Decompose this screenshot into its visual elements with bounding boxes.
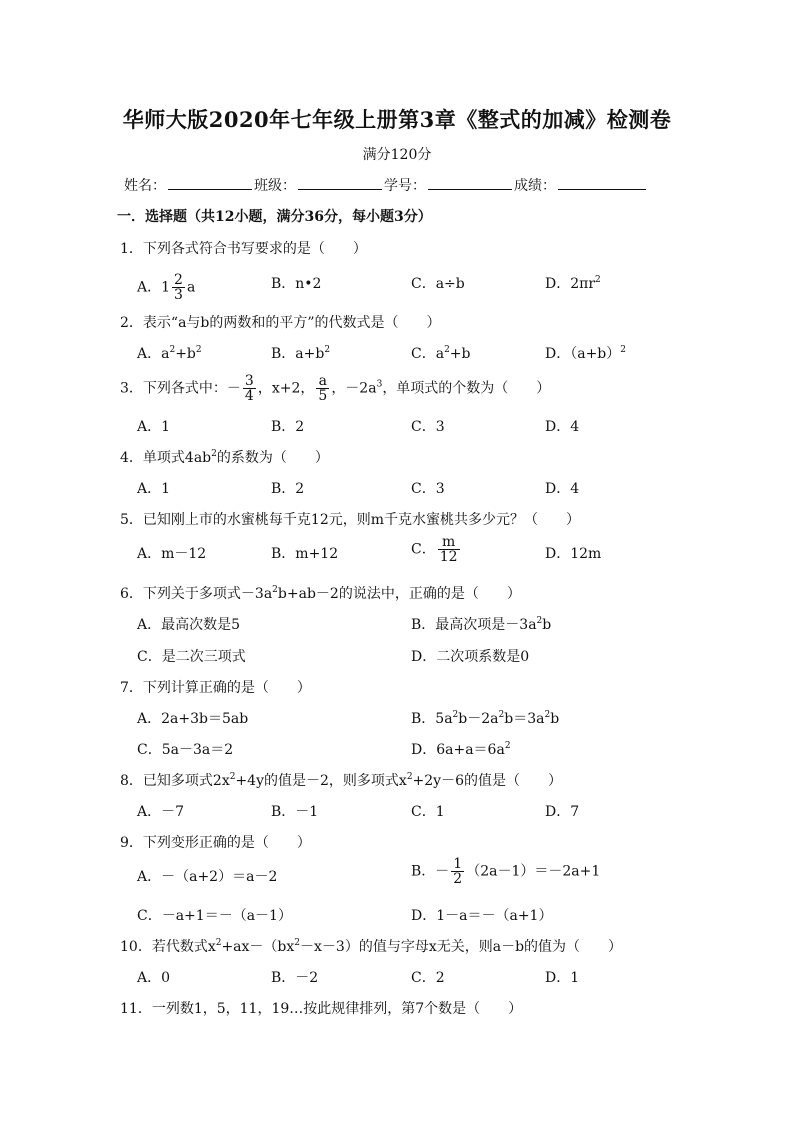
- student-info-row: [124, 175, 648, 195]
- q10-option-b: B．－2: [271, 970, 319, 986]
- number-label: 学号：: [384, 178, 426, 194]
- q10-option-d: D．1: [545, 970, 580, 986]
- q10-option-a: A．0: [137, 970, 171, 986]
- q2-option-b: B．$a+b^2$: [271, 345, 331, 362]
- q5-option-a: A．m－12: [137, 546, 207, 562]
- q7-option-d: D．$6a+a=6a^2$: [411, 741, 511, 758]
- q2-option-d: D．$(a+b)^2$: [545, 345, 626, 362]
- q6-option-c: C．是二次三项式: [137, 649, 246, 665]
- q5-option-b: B．m+12: [271, 546, 339, 562]
- q1-a-fraction: $\frac{2}{3}$: [174, 272, 183, 303]
- q7-option-a: A．2a+3b＝5ab: [137, 711, 249, 727]
- question-7: 7．下列计算正确的是（ ）: [120, 680, 311, 696]
- q5-c-fraction: $\frac{m}{12}$: [439, 534, 458, 565]
- q10-option-c: C．2: [411, 970, 445, 986]
- q6-option-d: D．二次项系数是0: [411, 649, 530, 665]
- q4-option-d: D．4: [545, 481, 580, 497]
- q3-fraction-2: $\frac{a}{5}$: [318, 373, 328, 404]
- class-label: 班级：: [254, 178, 296, 194]
- q3-option-c: C．3: [411, 419, 445, 435]
- q8-option-b: B．－1: [271, 804, 319, 820]
- question-9: 9．下列变形正确的是（ ）: [120, 835, 311, 851]
- q5-option-c: C． $\frac{m}{12}$: [411, 534, 458, 565]
- question-3: 3．下列各式中：－ $\frac{3}{4}$ ，x+2， $\frac{a}{5}$ ，$-2a^3$，单项式的个数为（ ）: [120, 373, 551, 404]
- q7-option-b: B．$5a^2b-2a^2b=3a^2b$: [411, 710, 560, 727]
- q1-option-c: C．a÷b: [411, 276, 465, 292]
- q9-option-b: B．－ $\frac{1}{2}$ （2a－1）＝－2a+1: [411, 856, 601, 887]
- page-title: 华师大版2020年七年级上册第3章《整式的加减》检测卷: [122, 107, 672, 132]
- q7-option-c: C．5a－3a＝2: [137, 742, 234, 758]
- full-score-text: 满分120分: [362, 147, 432, 163]
- q9-b-fraction: $\frac{1}{2}$: [453, 856, 463, 887]
- q9-option-d: D．1－a＝－（a+1）: [411, 908, 553, 924]
- q2-option-a: A．$a^2+b^2$: [137, 345, 202, 362]
- q9-option-c: C．－a+1＝－（a－1）: [137, 908, 292, 924]
- q5-option-d: D．12m: [545, 546, 602, 562]
- q8-option-c: C．1: [411, 804, 445, 820]
- class-blank: [298, 177, 382, 190]
- q6-option-a: A．最高次数是5: [137, 617, 241, 633]
- q4-option-b: B．2: [271, 481, 305, 497]
- score-blank: [558, 177, 646, 190]
- q9-option-a: A．－（a+2）＝a－2: [137, 869, 278, 885]
- q3-option-d: D．4: [545, 419, 580, 435]
- name-label: 姓名：: [124, 178, 166, 194]
- score-label: 成绩：: [514, 178, 556, 194]
- q1-option-d: D．$2\pi r^2$: [545, 275, 601, 292]
- q6-option-b: B．最高次项是$-3a^2b$: [411, 616, 552, 633]
- question-10: 10．若代数式$x^2+ax-(bx^2-x-3)$的值与字母x无关，则a－b的值为（ ）: [120, 938, 623, 955]
- number-blank: [428, 177, 512, 190]
- q3-fraction-1: $\frac{3}{4}$: [244, 373, 254, 404]
- q8-option-a: A．－7: [137, 804, 185, 820]
- question-2: 2．表示“a与b的两数和的平方”的代数式是（ ）: [120, 315, 441, 331]
- question-1: 1．下列各式符合书写要求的是（ ）: [120, 241, 367, 257]
- q3-option-b: B．2: [271, 419, 305, 435]
- section-heading: 一．选择题（共12小题，满分36分，每小题3分）: [117, 209, 432, 225]
- question-5: 5．已知刚上市的水蜜桃每千克12元，则m千克水蜜桃共多少元？（ ）: [120, 512, 580, 528]
- question-8: 8．已知多项式$2x^2+4y$的值是－2，则多项式$x^2+2y-6$的值是（ ）: [120, 772, 563, 789]
- name-blank: [168, 177, 252, 190]
- q3-option-a: A．1: [137, 419, 171, 435]
- question-11: 11．一列数1，5，11，19…按此规律排列，第7个数是（ ）: [120, 1001, 523, 1017]
- question-4: 4．单项式$4ab^2$的系数为（ ）: [120, 449, 329, 466]
- q8-option-d: D．7: [545, 804, 580, 820]
- q1-option-a: A．1 $\frac{2}{3}$ a: [137, 272, 196, 303]
- q4-option-a: A．1: [137, 481, 171, 497]
- q2-option-c: C．$a^2+b$: [411, 345, 471, 362]
- q1-option-b: B．n•2: [271, 276, 322, 292]
- q4-option-c: C．3: [411, 481, 445, 497]
- question-6: 6．下列关于多项式$-3a^2b+ab-2$的说法中，正确的是（ ）: [120, 585, 521, 602]
